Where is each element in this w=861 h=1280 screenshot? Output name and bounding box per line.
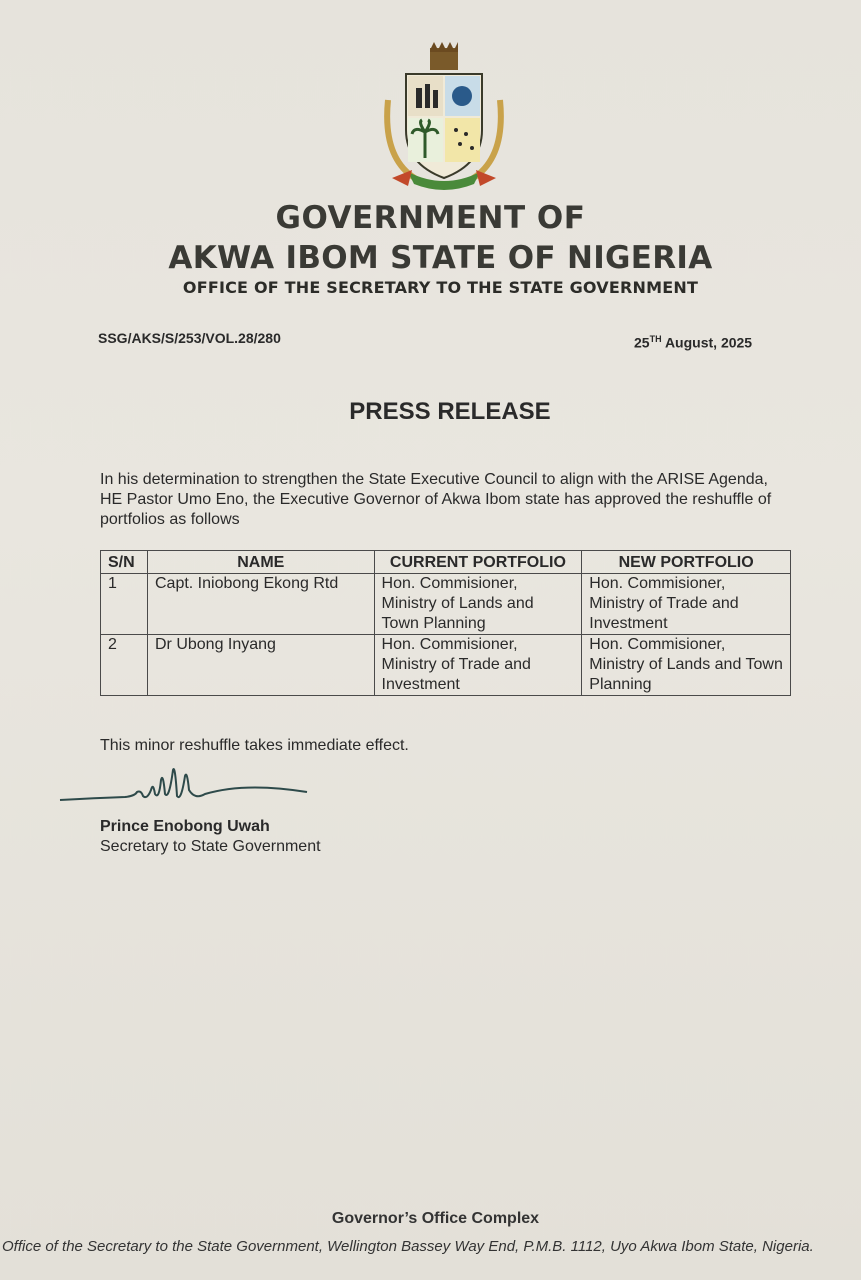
signatory-name: Prince Enobong Uwah (100, 818, 270, 835)
cell-current-portfolio: Hon. Commisioner, Ministry of Lands and Town Planning (374, 574, 582, 635)
cell-name: Capt. Iniobong Ekong Rtd (147, 574, 374, 635)
reference-number: SSG/AKS/S/253/VOL.28/280 (98, 330, 281, 346)
table-row (101, 635, 791, 696)
footer-address: Office of the Secretary to the State Government, Wellington Bassey Way End, P.M.B. 1112, Uyo Akwa Ibom State, Nigeria. (2, 1238, 814, 1255)
column-header-name: NAME (147, 551, 374, 574)
column-header-current-portfolio: CURRENT PORTFOLIO (374, 551, 582, 574)
cell-new-portfolio: Hon. Commisioner, Ministry of Trade and Investment (582, 574, 791, 635)
cell-current-portfolio: Hon. Commisioner, Ministry of Trade and Investment (374, 635, 582, 696)
portfolio-table (100, 550, 791, 696)
signatory-title: Secretary to State Government (100, 838, 321, 855)
intro-paragraph: In his determination to strengthen the State Executive Council to align with the ARISE Agenda, HE Pastor Umo Eno, the Executive Governor of Akwa Ibom state has approved the reshuffle of portfolios as follows (100, 471, 772, 528)
cell-sn: 2 (101, 635, 148, 696)
letterhead-line-3: OFFICE OF THE SECRETARY TO THE STATE GOVERNMENT (182, 278, 699, 297)
column-header-sn: S/N (101, 551, 148, 574)
cell-name: Dr Ubong Inyang (147, 635, 374, 696)
column-header-new-portfolio: NEW PORTFOLIO (582, 551, 791, 574)
document-date (634, 334, 752, 351)
footer-office-complex: Governor’s Office Complex (331, 1210, 540, 1227)
cell-sn: 1 (101, 574, 148, 635)
table-row (101, 574, 791, 635)
signature-icon (55, 760, 315, 815)
date-day: 25 (634, 334, 650, 351)
cell-new-portfolio: Hon. Commisioner, Ministry of Lands and Town Planning (582, 635, 791, 696)
effect-note: This minor reshuffle takes immediate effect. (100, 737, 409, 754)
date-rest: August, 2025 (661, 334, 753, 351)
letterhead-line-1: GOVERNMENT OF (275, 200, 586, 236)
page-title: PRESS RELEASE (349, 398, 551, 425)
date-suffix: TH (649, 334, 662, 344)
table-header-row (101, 551, 791, 574)
letterhead-line-2: AKWA IBOM STATE OF NIGERIA (168, 240, 713, 276)
coat-of-arms-icon (378, 40, 510, 192)
